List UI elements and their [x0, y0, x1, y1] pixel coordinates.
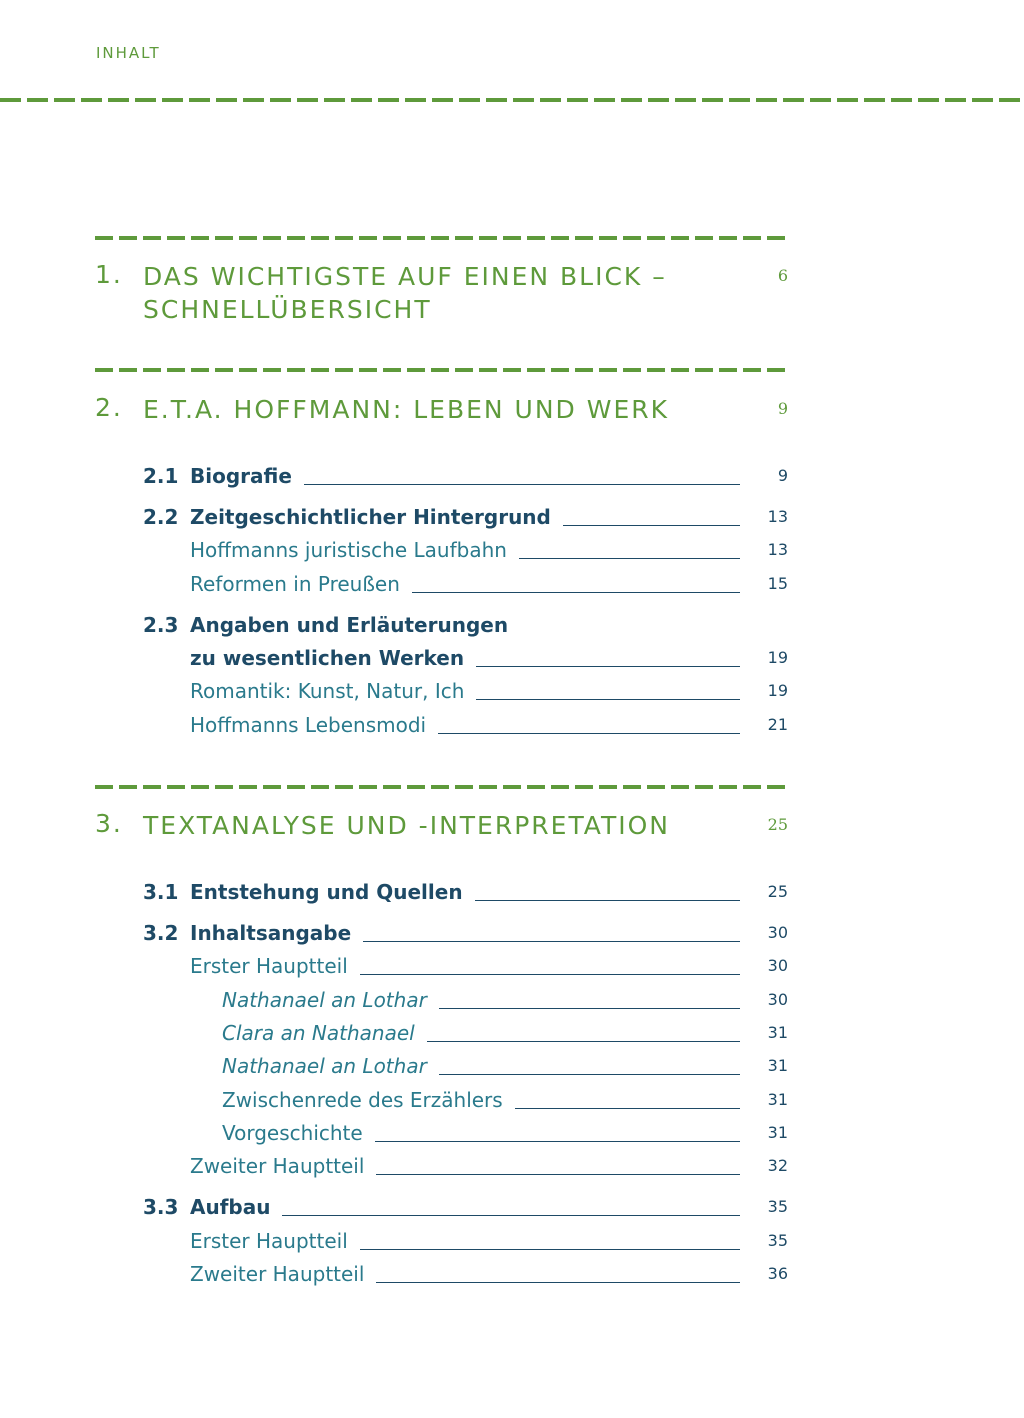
leader-line	[282, 1215, 740, 1216]
leader-line	[515, 1108, 740, 1109]
entry-number: 3.2	[143, 921, 179, 945]
header-dashed-rule	[0, 98, 1024, 102]
entry-page-number: 30	[767, 923, 788, 942]
entry-page-number: 36	[767, 1264, 788, 1283]
leader-line	[412, 592, 740, 593]
entry-page-number: 35	[767, 1197, 788, 1216]
leader-line	[376, 1282, 740, 1283]
toc-subsubentry[interactable]	[0, 1120, 1024, 1150]
toc-subsubentry[interactable]	[0, 1020, 1024, 1050]
entry-label-continued: zu wesentlichen Werken	[190, 646, 465, 670]
leader-line	[363, 941, 740, 942]
leader-line	[360, 1249, 740, 1250]
section-dashed-rule	[95, 368, 789, 372]
toc-entry-3-3[interactable]	[0, 1194, 1024, 1224]
entry-page-number: 31	[767, 1090, 788, 1109]
entry-label: Nathanael an Lothar	[222, 1054, 427, 1078]
entry-page-number: 13	[767, 507, 788, 526]
entry-page-number: 35	[767, 1231, 788, 1250]
chapter-title-line-1: DAS WICHTIGSTE AUF EINEN BLICK –	[143, 262, 667, 291]
entry-label: Erster Hauptteil	[190, 1229, 348, 1253]
toc-entry-2-2[interactable]	[0, 504, 1024, 534]
entry-label: Clara an Nathanael	[222, 1021, 415, 1045]
entry-label: Biografie	[190, 464, 292, 488]
entry-label: Zeitgeschichtlicher Hintergrund	[190, 505, 551, 529]
chapter-number: 2.	[95, 393, 123, 422]
leader-line	[376, 1174, 740, 1175]
toc-subentry[interactable]	[0, 1261, 1024, 1291]
entry-label: Erster Hauptteil	[190, 954, 348, 978]
toc-subsubentry[interactable]	[0, 987, 1024, 1017]
entry-page-number: 30	[767, 956, 788, 975]
entry-number: 2.1	[143, 464, 179, 488]
toc-subentry[interactable]	[0, 712, 1024, 742]
entry-label: Angaben und Erläuterungen	[190, 613, 509, 637]
toc-subentry[interactable]	[0, 953, 1024, 983]
chapter-title	[143, 809, 670, 842]
leader-line	[563, 525, 740, 526]
leader-line	[427, 1041, 740, 1042]
leader-line	[476, 699, 740, 700]
toc-subsubentry[interactable]	[0, 1053, 1024, 1083]
chapter-page-number: 6	[777, 266, 788, 285]
leader-line	[519, 558, 740, 559]
entry-page-number: 21	[767, 715, 788, 734]
entry-page-number: 31	[767, 1023, 788, 1042]
toc-subentry[interactable]	[0, 678, 1024, 708]
leader-line	[375, 1141, 740, 1142]
toc-subentry[interactable]	[0, 571, 1024, 601]
section-dashed-rule	[95, 785, 789, 789]
leader-line	[439, 1074, 740, 1075]
chapter-page-number: 9	[777, 399, 788, 418]
entry-label: Reformen in Preußen	[190, 572, 400, 596]
entry-label: Hoffmanns juristische Laufbahn	[190, 538, 507, 562]
leader-line	[475, 900, 740, 901]
chapter-number: 3.	[95, 809, 123, 838]
toc-entry-3-1[interactable]	[0, 879, 1024, 909]
entry-page-number: 19	[767, 648, 788, 667]
entry-label: Zweiter Hauptteil	[190, 1154, 365, 1178]
entry-label: Aufbau	[190, 1195, 271, 1219]
toc-entry-2-3[interactable]	[0, 612, 1024, 674]
chapter-title-line-1: E.T.A. HOFFMANN: LEBEN UND WERK	[143, 395, 670, 424]
chapter-title-line-1: TEXTANALYSE UND -INTERPRETATION	[143, 811, 670, 840]
entry-label: Entstehung und Quellen	[190, 880, 463, 904]
leader-line	[439, 1008, 740, 1009]
leader-line	[360, 974, 740, 975]
chapter-title	[143, 393, 669, 426]
entry-page-number: 30	[767, 990, 788, 1009]
entry-page-number: 9	[777, 466, 788, 485]
leader-line	[304, 484, 740, 485]
entry-label: Inhaltsangabe	[190, 921, 352, 945]
entry-number: 2.2	[143, 505, 179, 529]
toc-entry-2-1[interactable]	[0, 463, 1024, 493]
entry-label: Zwischenrede des Erzählers	[222, 1088, 503, 1112]
toc-subentry[interactable]	[0, 537, 1024, 567]
toc-entry-3-2[interactable]	[0, 920, 1024, 950]
entry-label: Zweiter Hauptteil	[190, 1262, 365, 1286]
entry-label: Nathanael an Lothar	[222, 988, 427, 1012]
entry-page-number: 19	[767, 681, 788, 700]
entry-page-number: 31	[767, 1123, 788, 1142]
entry-page-number: 32	[767, 1156, 788, 1175]
chapter-page-number: 25	[767, 815, 788, 834]
toc-subentry[interactable]	[0, 1153, 1024, 1183]
entry-label: Hoffmanns Lebensmodi	[190, 713, 427, 737]
chapter-number: 1.	[95, 260, 123, 289]
toc-subentry[interactable]	[0, 1228, 1024, 1258]
running-head: INHALT	[96, 44, 161, 62]
leader-line	[438, 733, 740, 734]
section-dashed-rule	[95, 236, 789, 240]
entry-label: Romantik: Kunst, Natur, Ich	[190, 679, 465, 703]
chapter-title	[143, 260, 667, 326]
entry-page-number: 25	[767, 882, 788, 901]
entry-number: 3.3	[143, 1195, 179, 1219]
entry-page-number: 31	[767, 1056, 788, 1075]
entry-label: Vorgeschichte	[222, 1121, 363, 1145]
entry-number: 2.3	[143, 613, 179, 637]
entry-number: 3.1	[143, 880, 179, 904]
leader-line	[476, 666, 740, 667]
chapter-title-line-2: SCHNELLÜBERSICHT	[143, 295, 432, 324]
toc-subsubentry[interactable]	[0, 1087, 1024, 1117]
entry-page-number: 13	[767, 540, 788, 559]
entry-page-number: 15	[767, 574, 788, 593]
